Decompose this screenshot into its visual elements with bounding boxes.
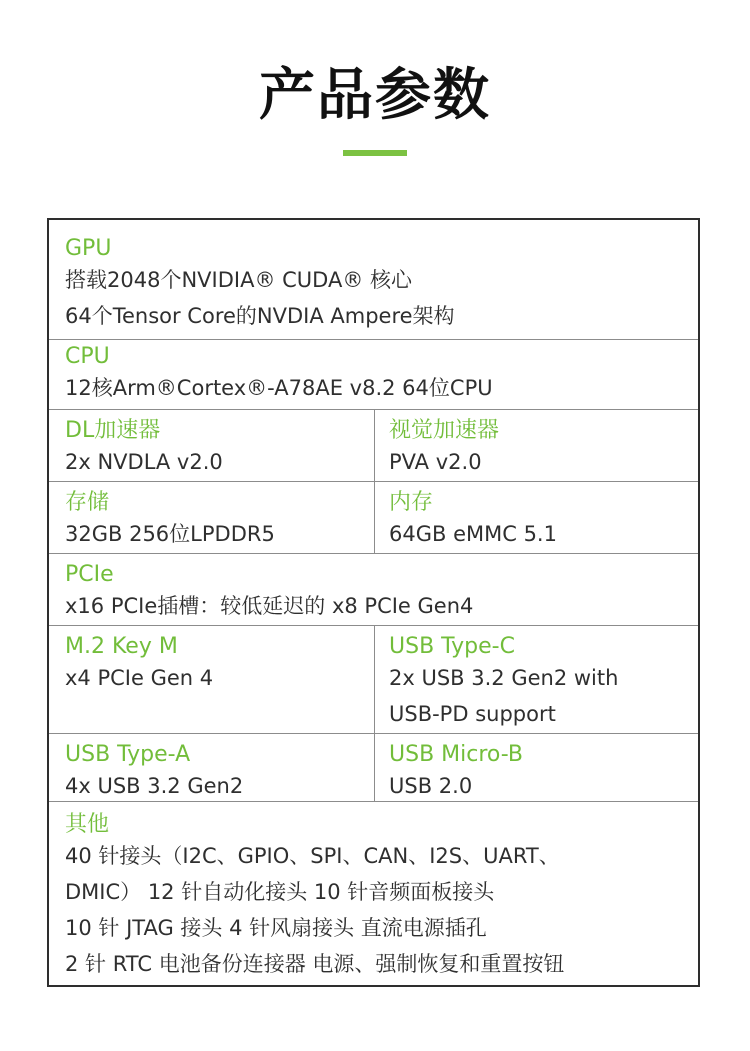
other-line-4: 2 针 RTC 电池备份连接器 电源、强制恢复和重置按钮: [65, 952, 565, 976]
memory-value: 32GB 256位LPDDR5: [65, 522, 275, 546]
cell-usb-type-c: [375, 626, 698, 733]
row-cpu: [49, 340, 698, 410]
memory-label: 存储: [65, 490, 110, 515]
cell-m2-key-m: [49, 626, 375, 733]
cell-dl-accelerator: [49, 410, 375, 481]
cell-other: [49, 802, 698, 985]
row-memory: [49, 482, 698, 554]
cell-usb-micro-b: [375, 734, 698, 801]
title-accent-bar: [343, 150, 407, 156]
row-usba-microb: [49, 734, 698, 802]
cell-vision-accelerator: [375, 410, 698, 481]
dl-accelerator-value: 2x NVDLA v2.0: [65, 450, 223, 474]
vision-accelerator-label: 视觉加速器: [389, 418, 500, 443]
cell-pcie: [49, 554, 698, 625]
pcie-label: PCIe: [65, 562, 114, 587]
cell-storage: [375, 482, 698, 553]
usb-micro-b-value: USB 2.0: [389, 774, 473, 798]
row-gpu: [49, 220, 698, 340]
row-accelerators: [49, 410, 698, 482]
m2-key-m-value: x4 PCIe Gen 4: [65, 666, 214, 690]
cell-usb-type-a: [49, 734, 375, 801]
storage-label: 内存: [389, 490, 434, 515]
gpu-line-2: 64个Tensor Core的NVDIA Ampere架构: [65, 304, 455, 328]
usb-type-a-label: USB Type-A: [65, 742, 191, 767]
row-m2-usbc: [49, 626, 698, 734]
m2-key-m-label: M.2 Key M: [65, 634, 178, 659]
usb-type-c-line-1: 2x USB 3.2 Gen2 with: [389, 666, 619, 690]
usb-type-c-line-2: USB-PD support: [389, 702, 556, 726]
row-other: [49, 802, 698, 985]
other-line-2: DMIC） 12 针自动化接头 10 针音频面板接头: [65, 880, 495, 904]
cell-memory: [49, 482, 375, 553]
spec-table: [47, 218, 700, 987]
cell-gpu: [49, 220, 698, 339]
row-pcie: [49, 554, 698, 626]
cell-cpu: [49, 340, 698, 409]
other-line-1: 40 针接头（I2C、GPIO、SPI、CAN、I2S、UART、: [65, 844, 560, 868]
dl-accelerator-label: DL加速器: [65, 418, 161, 443]
usb-type-c-label: USB Type-C: [389, 634, 515, 659]
usb-type-a-value: 4x USB 3.2 Gen2: [65, 774, 244, 798]
usb-micro-b-label: USB Micro-B: [389, 742, 524, 767]
gpu-line-1: 搭载2048个NVIDIA® CUDA® 核心: [65, 268, 412, 292]
cpu-line-1: 12核Arm®Cortex®-A78AE v8.2 64位CPU: [65, 376, 493, 400]
gpu-label: GPU: [65, 236, 112, 261]
page-title: 产品参数: [259, 63, 491, 128]
pcie-value: x16 PCIe插槽：较低延迟的 x8 PCIe Gen4: [65, 594, 474, 618]
storage-value: 64GB eMMC 5.1: [389, 522, 557, 546]
vision-accelerator-value: PVA v2.0: [389, 450, 482, 474]
cpu-label: CPU: [65, 344, 110, 369]
other-line-3: 10 针 JTAG 接头 4 针风扇接头 直流电源插孔: [65, 916, 487, 940]
other-label: 其他: [65, 812, 110, 837]
